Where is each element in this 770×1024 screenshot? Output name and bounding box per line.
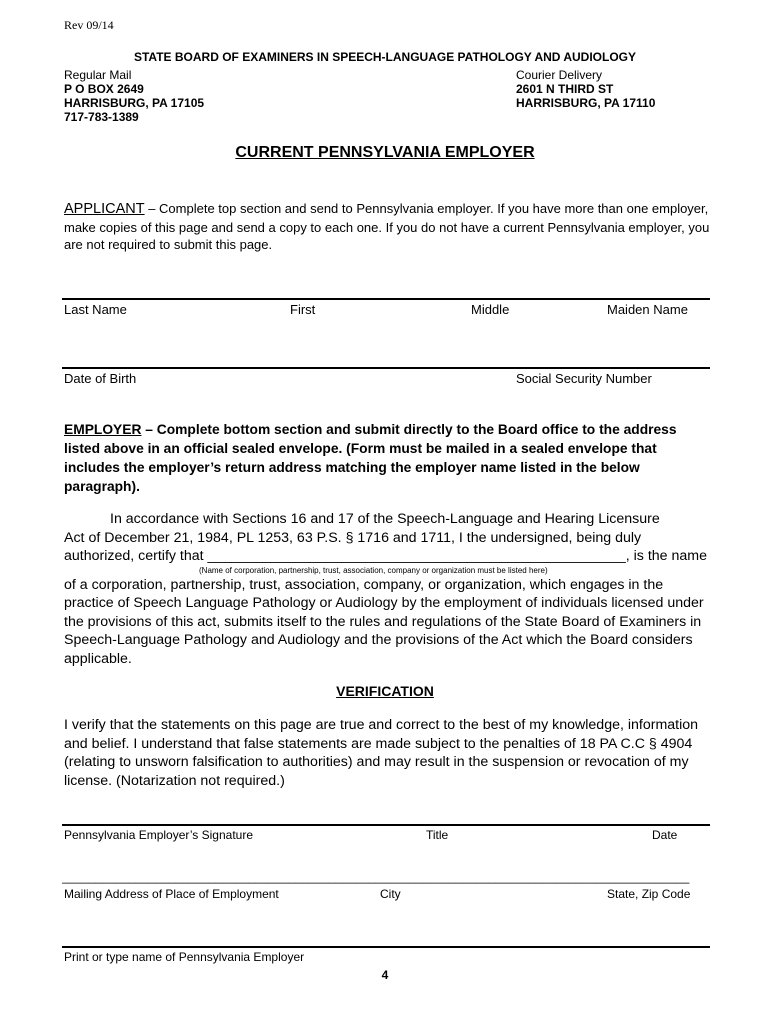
- employer-text: – Complete bottom section and submit directly to the Board office to the address listed above in an official sealed envelope. (Form must be mailed in a sealed envelope that includes the employer’s return address matching the employer name listed in the below paragraph).: [64, 422, 677, 494]
- ssn-label: Social Security Number: [516, 371, 652, 386]
- employer-instructions: [64, 420, 714, 496]
- cert-line1: In accordance with Sections 16 and 17 of the Speech-Language and Hearing Licensure: [110, 511, 660, 527]
- board-phone: 717-783-1389: [64, 110, 139, 124]
- applicant-lead: APPLICANT: [64, 201, 145, 217]
- dob-label: Date of Birth: [64, 371, 137, 386]
- name-line[interactable]: [62, 298, 710, 300]
- cert-rest: of a corporation, partnership, trust, association, company, or organization, which engages in the practice of Speech Language Pathology or Audiology by the employment of individuals licensed under the provisions of this act, submits itself to the rules and regulations of the State Board of Examiners in Speech-Language Pathology and Audiology and the provisions of the Act which the Board considers applicable.: [64, 576, 704, 667]
- regular-mail-label: Regular Mail: [64, 68, 132, 82]
- print-name-label: Print or type name of Pennsylvania Employer: [64, 950, 305, 964]
- state-zip-label: State, Zip Code: [607, 887, 691, 901]
- date-label: Date: [652, 828, 678, 842]
- dob-ssn-line[interactable]: [62, 367, 710, 369]
- employer-name-blank[interactable]: _____________________________________________________: [207, 548, 626, 564]
- title-label: Title: [426, 828, 449, 842]
- board-name: STATE BOARD OF EXAMINERS IN SPEECH-LANGUAGE PATHOLOGY AND AUDIOLOGY: [133, 50, 637, 64]
- print-name-line[interactable]: [62, 946, 710, 948]
- courier-line2: HARRISBURG, PA 17110: [516, 96, 656, 110]
- applicant-text: – Complete top section and send to Pennsylvania employer. If you have more than one employer, make copies of this page and send a copy to each one. If you do not have a current Pennsylvania employer, you are not required to submit this page.: [64, 201, 710, 252]
- certification-paragraph: [64, 510, 714, 668]
- courier-line1: 2601 N THIRD ST: [516, 82, 614, 96]
- cert-line2: Act of December 21, 1984, PL 1253, 63 P.S. § 1716 and 1711, I the undersigned, being duly: [64, 529, 642, 546]
- maiden-name-label: Maiden Name: [607, 302, 688, 317]
- applicant-instructions: [64, 200, 714, 254]
- regular-mail-address: [64, 68, 204, 124]
- first-name-label: First: [290, 302, 316, 317]
- regular-mail-line2: HARRISBURG, PA 17105: [64, 96, 205, 110]
- signature-label: Pennsylvania Employer’s Signature: [64, 828, 253, 842]
- page-number: 4: [381, 968, 389, 982]
- verification-heading: VERIFICATION: [336, 683, 434, 699]
- verification-text: I verify that the statements on this page are true and correct to the best of my knowledge, information and belief. I understand that false statements are made subject to the penalties of 18 PA C.C § 4904 (relating to unsworn falsification to authorities) and may result in the suspension or revocation of my license. (Notarization not required.): [64, 717, 699, 789]
- last-name-label: Last Name: [64, 302, 127, 317]
- cert-line3-end: , is the name: [625, 548, 707, 564]
- cert-line3: [64, 547, 714, 566]
- page-title: CURRENT PENNSYLVANIA EMPLOYER: [235, 144, 535, 161]
- regular-mail-line1: P O BOX 2649: [64, 82, 144, 96]
- middle-name-label: Middle: [471, 302, 510, 317]
- courier-label: Courier Delivery: [516, 68, 603, 82]
- courier-address: [516, 68, 655, 110]
- employer-name-hint: (Name of corporation, partnership, trust, association, company or organization must be listed here): [199, 565, 548, 575]
- mailing-address-label: Mailing Address of Place of Employment: [64, 887, 279, 901]
- cert-line3-start: authorized, certify that: [64, 548, 204, 564]
- employer-lead: EMPLOYER: [64, 422, 142, 437]
- signature-line[interactable]: [62, 824, 710, 826]
- city-label: City: [380, 887, 401, 901]
- revision-label: Rev 09/14: [64, 18, 114, 32]
- mailing-address-line[interactable]: ______________________________________________________________________________________________: [62, 870, 690, 884]
